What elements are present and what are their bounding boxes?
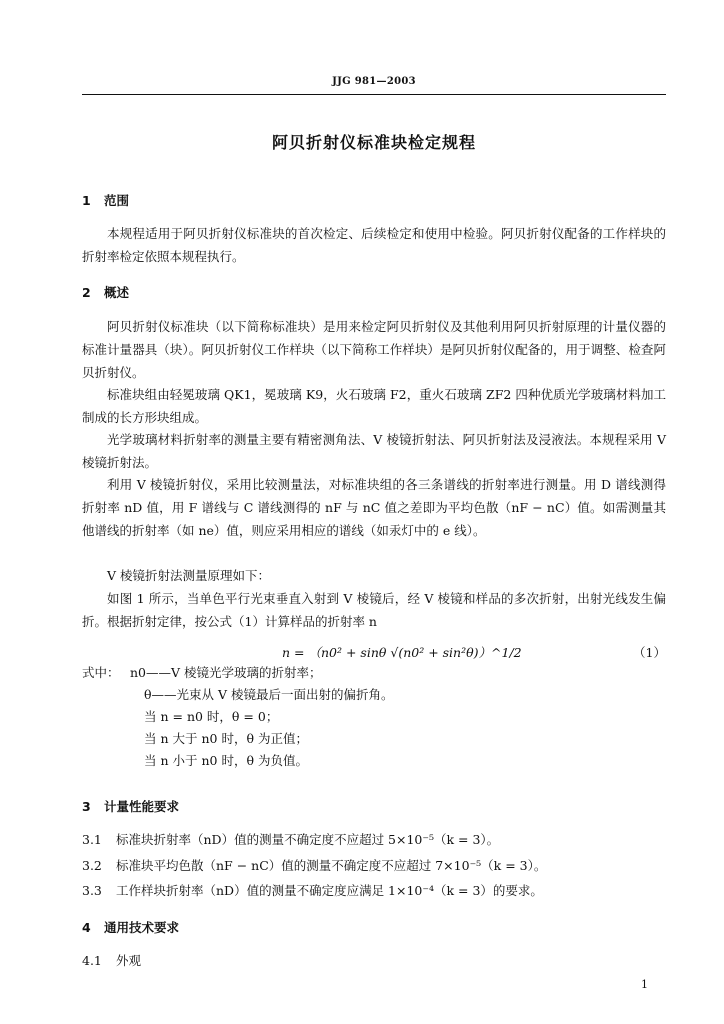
clause-3-2 <box>82 856 666 874</box>
section-2-paragraph-4: 利用 V 棱镜折射仪，采用比较测量法，对标准块组的各三条谱线的折射率进行测量。用 D 谱线测得折射率 nD 值，用 F 谱线与 C 谱线测得的 nF 与 nC 值之差即为平均色散（nF − nC）值。如需测量其他谱线的折射率（如 ne）值，则应采用相应的谱线（如汞灯中的 e 线）。 <box>82 477 666 538</box>
section-1-number: 1 <box>82 193 91 208</box>
clause-3-1-text: 标准块折射率（nD）值的测量不确定度不应超过 5×10⁻⁵（k = 3）。 <box>116 832 500 847</box>
section-4-title: 通用技术要求 <box>104 920 180 935</box>
formula-number: （1） <box>633 645 666 660</box>
condition-greater: 当 n 大于 n0 时，θ 为正值； <box>144 731 308 746</box>
clause-4-1-number: 4.1 <box>82 953 102 968</box>
standard-code-header: JJG 981—2003 <box>332 76 416 87</box>
clause-3-3-number: 3.3 <box>82 883 102 898</box>
section-3-number: 3 <box>82 799 91 814</box>
formula-expression: n = （n0² + sinθ √(n0² + sin²θ)）^1/2 <box>282 645 522 660</box>
section-3-title: 计量性能要求 <box>104 799 180 814</box>
clause-3-2-number: 3.2 <box>82 858 102 873</box>
definition-theta: θ——光束从 V 棱镜最后一面出射的偏折角。 <box>144 687 394 702</box>
clause-3-1-number: 3.1 <box>82 832 102 847</box>
clause-3-3 <box>82 881 666 899</box>
clause-4-1 <box>82 951 666 969</box>
section-4-number: 4 <box>82 920 91 935</box>
clause-3-3-text: 工作样块折射率（nD）值的测量不确定度应满足 1×10⁻⁴（k = 3）的要求。 <box>116 883 543 898</box>
definition-n0: n0——V 棱镜光学玻璃的折射率； <box>130 665 322 680</box>
section-3-heading <box>82 797 179 815</box>
clause-3-1 <box>82 830 666 848</box>
section-2-heading <box>82 283 129 301</box>
section-1-title: 范围 <box>104 193 130 208</box>
section-1-paragraph: 本规程适用于阿贝折射仪标准块的首次检定、后续检定和使用中检验。阿贝折射仪配备的工作样块的折射率检定依照本规程执行。 <box>82 226 666 264</box>
section-2-paragraph-6: 如图 1 所示，当单色平行光束垂直入射到 V 棱镜后，经 V 棱镜和样品的多次折射，出射光线发生偏折。根据折射定律，按公式（1）计算样品的折射率 n <box>82 591 666 629</box>
section-2-paragraph-3: 光学玻璃材料折射率的测量主要有精密测角法、V 棱镜折射法、阿贝折射法及浸液法。本规程采用 V 棱镜折射法。 <box>82 432 666 470</box>
section-1-heading <box>82 191 129 209</box>
clause-4-1-text: 外观 <box>116 953 142 968</box>
section-2-paragraph-5: V 棱镜折射法测量原理如下： <box>107 568 271 583</box>
section-2-paragraph-1: 阿贝折射仪标准块（以下简称标准块）是用来检定阿贝折射仪及其他利用阿贝折射原理的计量仪器的标准计量器具（块）。阿贝折射仪工作样块（以下简称工作样块）是阿贝折射仪配备的，用于调整、检查阿贝折射仪。 <box>82 319 666 380</box>
section-2-title: 概述 <box>104 285 130 300</box>
header-rule <box>82 94 666 95</box>
where-label: 式中： <box>82 665 120 680</box>
page-number: 1 <box>641 978 648 991</box>
section-2-paragraph-2: 标准块组由轻冕玻璃 QK1，冕玻璃 K9，火石玻璃 F2，重火石玻璃 ZF2 四种优质光学玻璃材料加工制成的长方形块组成。 <box>82 387 666 425</box>
clause-3-2-text: 标准块平均色散（nF − nC）值的测量不确定度不应超过 7×10⁻⁵（k = 3）。 <box>116 858 547 873</box>
condition-equal: 当 n = n0 时，θ = 0； <box>144 709 279 724</box>
section-2-number: 2 <box>82 285 91 300</box>
document-title: 阿贝折射仪标准块检定规程 <box>271 133 476 152</box>
formula-definitions <box>82 662 666 772</box>
condition-less: 当 n 小于 n0 时，θ 为负值。 <box>144 753 308 768</box>
section-4-heading <box>82 918 179 936</box>
